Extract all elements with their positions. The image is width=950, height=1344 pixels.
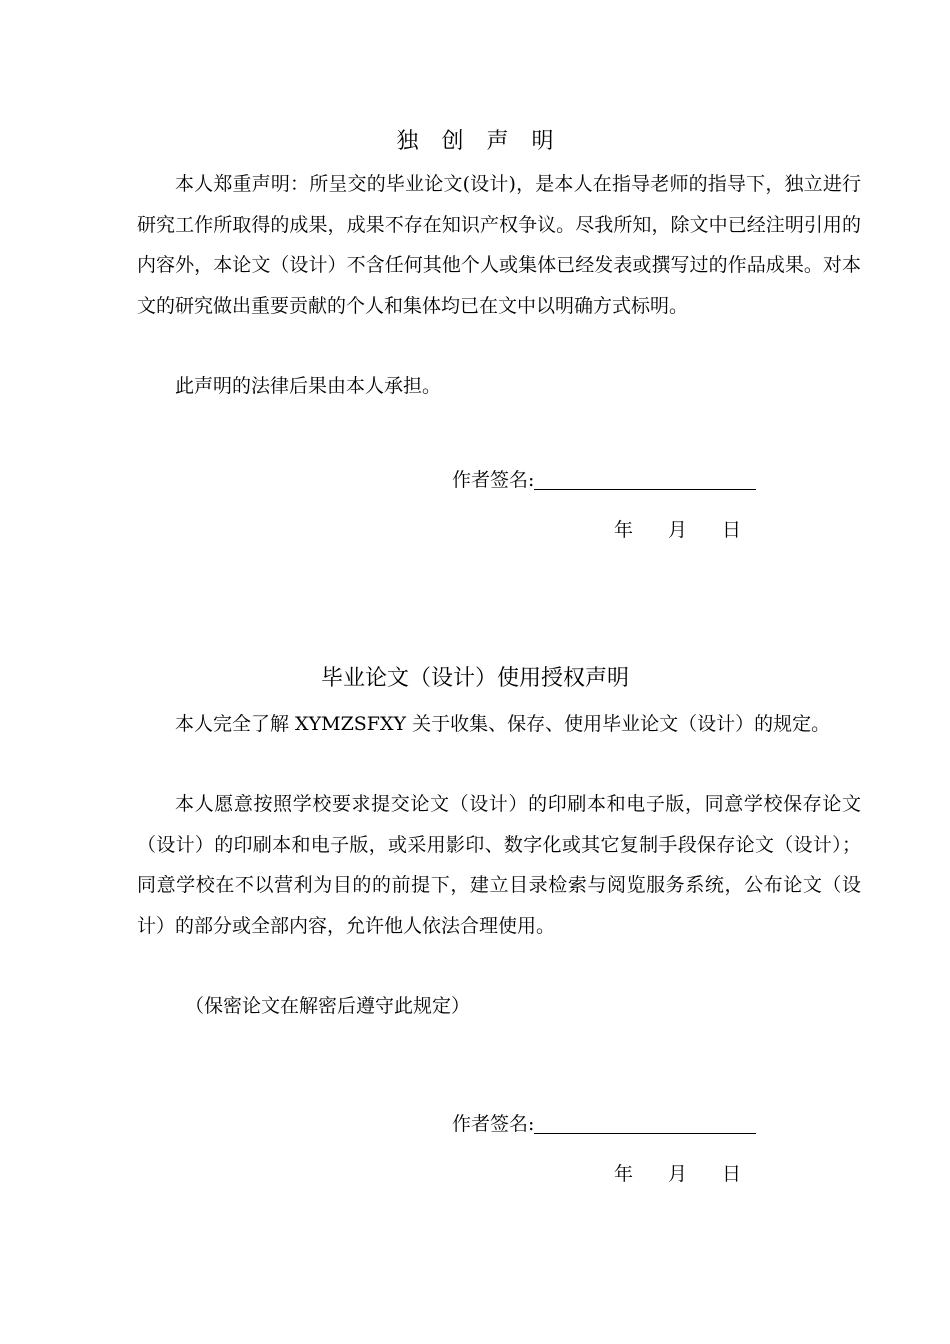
declaration-date-day: 日 <box>722 519 742 541</box>
authorization-paragraph-1: 本人完全了解 XYMZSFXY 关于收集、保存、使用毕业论文（设计）的规定。 <box>175 713 831 735</box>
authorization-date <box>614 1160 741 1188</box>
declaration-date-year: 年 <box>614 519 634 541</box>
declaration-signature <box>452 466 756 494</box>
declaration-title: 独 创 声 明 <box>396 129 562 154</box>
authorization-signature <box>452 1110 756 1138</box>
authorization-date-month: 月 <box>668 1163 688 1185</box>
declaration-date <box>614 516 741 544</box>
authorization-title: 毕业论文（设计）使用授权声明 <box>320 666 629 691</box>
declaration-signature-label: 作者签名: <box>452 469 535 491</box>
authorization-date-day: 日 <box>722 1163 742 1185</box>
authorization-paragraph-2: 本人愿意按照学校要求提交论文（设计）的印刷本和电子版，同意学校保存论文（设计）的印刷本和电子版，或采用影印、数字化或其它复制手段保存论文（设计）；同意学校在不以营利为目的的前提下，建立目录检索与阅览服务系统，公布论文（设计）的部分或全部内容，允许他人依法合理使用。 <box>137 793 861 937</box>
declaration-signature-line <box>534 469 756 490</box>
authorization-signature-label: 作者签名: <box>452 1113 535 1135</box>
declaration-date-month: 月 <box>668 519 688 541</box>
declaration-paragraph-1: 本人郑重声明：所呈交的毕业论文(设计)，是本人在指导老师的指导下，独立进行研究工作所取得的成果，成果不存在知识产权争议。尽我所知，除文中已经注明引用的内容外，本论文（设计）不含任何其他个人或集体已经发表或撰写过的作品成果。对本文的研究做出重要贡献的个人和集体均已在文中以明确方式标明。 <box>137 173 861 317</box>
authorization-signature-line <box>534 1113 756 1134</box>
declaration-paragraph-2: 此声明的法律后果由本人承担。 <box>175 375 442 397</box>
authorization-date-year: 年 <box>614 1163 634 1185</box>
authorization-paragraph-3: （保密论文在解密后遵守此规定） <box>185 995 471 1017</box>
